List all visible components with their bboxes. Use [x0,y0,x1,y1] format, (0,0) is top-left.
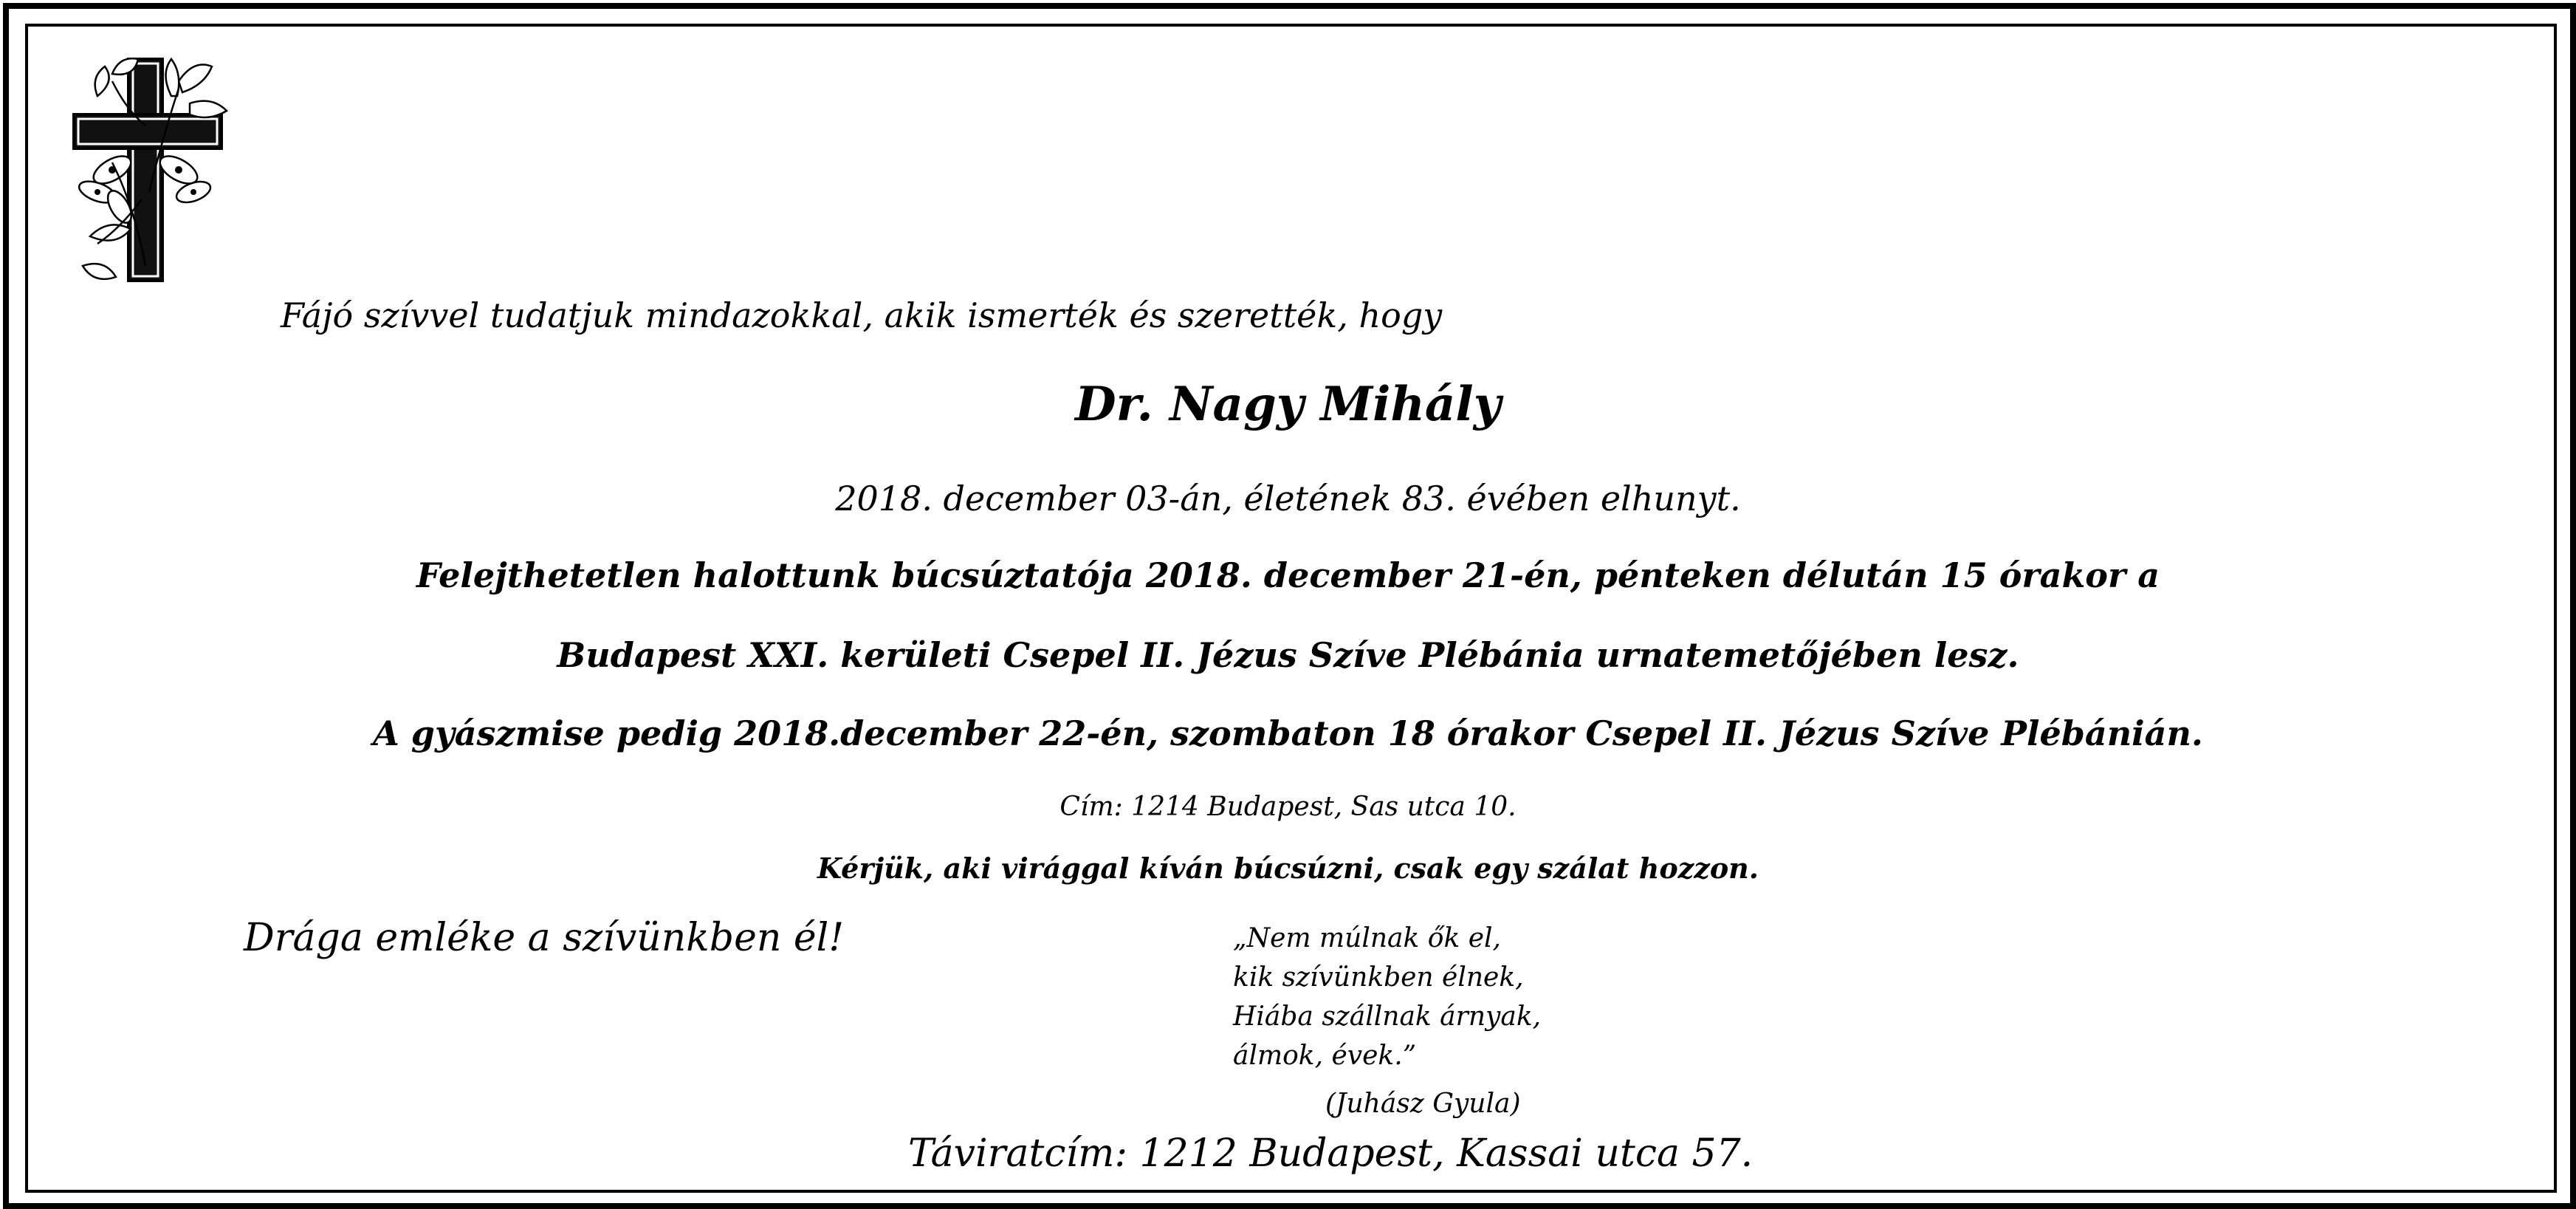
poem-line: álmok, évek.” [1233,1041,1417,1071]
deceased-name: Dr. Nagy Mihály [1075,377,1501,432]
poem-author: (Juhász Gyula) [1325,1089,1521,1119]
cross-with-lilies-icon [68,52,238,295]
address-text: Cím: 1214 Budapest, Sas utca 10. [1059,792,1517,822]
intro-text: Fájó szívvel tudatjuk mindazokkal, akik ismerték és szerették, hogy [281,295,1443,335]
poem-block [1233,923,1646,1145]
poem-line: Hiába szállnak árnyak, [1233,1001,1542,1032]
poem-line: kik szívünkben élnek, [1233,962,1524,993]
telegram-address: Táviratcím: 1212 Budapest, Kassai utca 57. [908,1131,1754,1176]
flowers-request: Kérjük, aki virággal kíván búcsúzni, csak egy szálat hozzon. [817,852,1759,885]
mass-line: A gyászmise pedig 2018.december 22-én, szombaton 18 órakor Csepel II. Jézus Szíve Plébánián. [373,713,2203,753]
death-date-text: 2018. december 03-án, életének 83. évében elhunyt. [835,479,1741,518]
funeral-line-1: Felejthetetlen halottunk búcsúztatója 2018. december 21-én, pénteken délután 15 órakor a [416,555,2160,595]
funeral-line-2: Budapest XXI. kerületi Csepel II. Jézus Szíve Plébánia urnatemetőjében lesz. [557,635,2019,675]
poem-line: „Nem múlnak ők el, [1233,923,1501,953]
memory-text: Drága emléke a szívünkben él! [244,916,845,960]
